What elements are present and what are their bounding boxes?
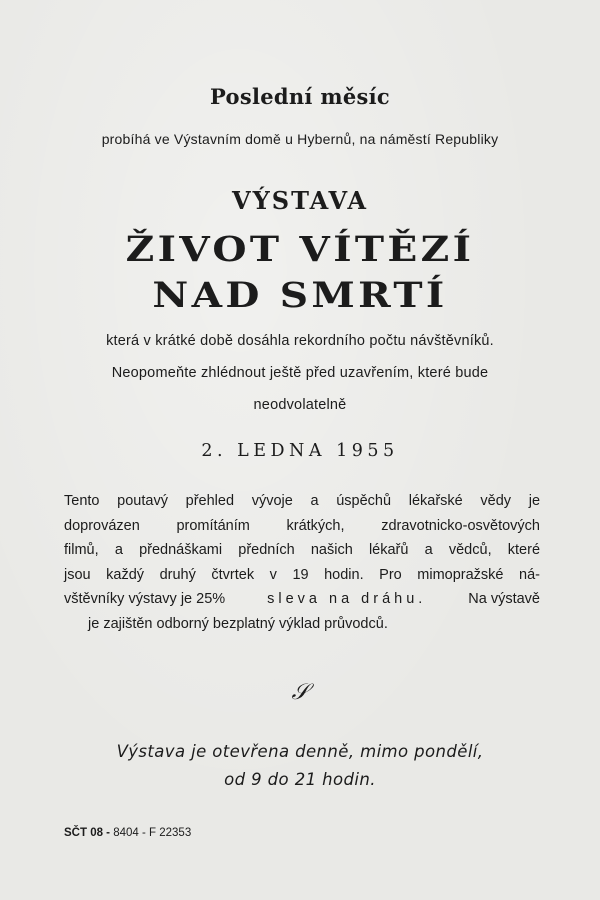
print-code-number: 8404 - F 22353 [113,827,192,839]
opening-hours-line-1: Výstava je otevřena denně, mimo pondělí, [116,742,484,761]
closing-date: 2. LEDNA 1955 [201,441,399,461]
description-line [64,514,540,539]
justified-text: filmů, a přednáškami předních našich lékařů a vědců, které [64,542,541,558]
description-line [64,538,540,563]
intro-line-1: která v krátké době dosáhla rekordního počtu návštěvníků. [106,333,494,349]
ornament-icon: 𝒮 [291,680,309,705]
print-code-prefix: SČT 08 - [64,827,111,839]
intro-line-2: Neopomeňte zhlédnout ještě před uzavřením, které bude [111,365,489,381]
discount-text-a: vštěvníky výstavy je 25% [64,591,226,607]
poster-heading: Poslední měsíc [209,84,390,109]
exhibition-label: VÝSTAVA [232,186,368,215]
discount-text-spaced: sleva na dráhu. [267,591,427,607]
description-line [64,489,540,514]
venue-line: probíhá ve Výstavním domě u Hybernů, na náměstí Republiky [101,131,499,147]
guide-text: je zajištěn odborný bezplatný výklad průvodců. [88,615,388,632]
opening-hours-line-2: od 9 do 21 hodin. [224,770,376,789]
description-paragraph [64,489,540,636]
justified-text: doprovázen promítáním krátkých, zdravotnicko-osvětových [64,517,540,534]
justified-text: Tento poutavý přehled vývoje a úspěchů lékařské vědy je [64,493,541,509]
exhibition-title-line-2: NAD SMRTÍ [152,275,448,316]
description-line [64,563,540,588]
description-line [64,612,540,637]
intro-line-3: neodvolatelně [253,397,347,413]
justified-text: jsou každý druhý čtvrtek v 19 hodin. Pro mimopražské ná- [64,566,541,583]
exhibition-title-line-1: ŽIVOT VÍTĚZÍ [125,229,475,270]
description-line [64,587,540,612]
print-code [64,827,191,839]
discount-text-c: Na výstavě [468,591,540,607]
